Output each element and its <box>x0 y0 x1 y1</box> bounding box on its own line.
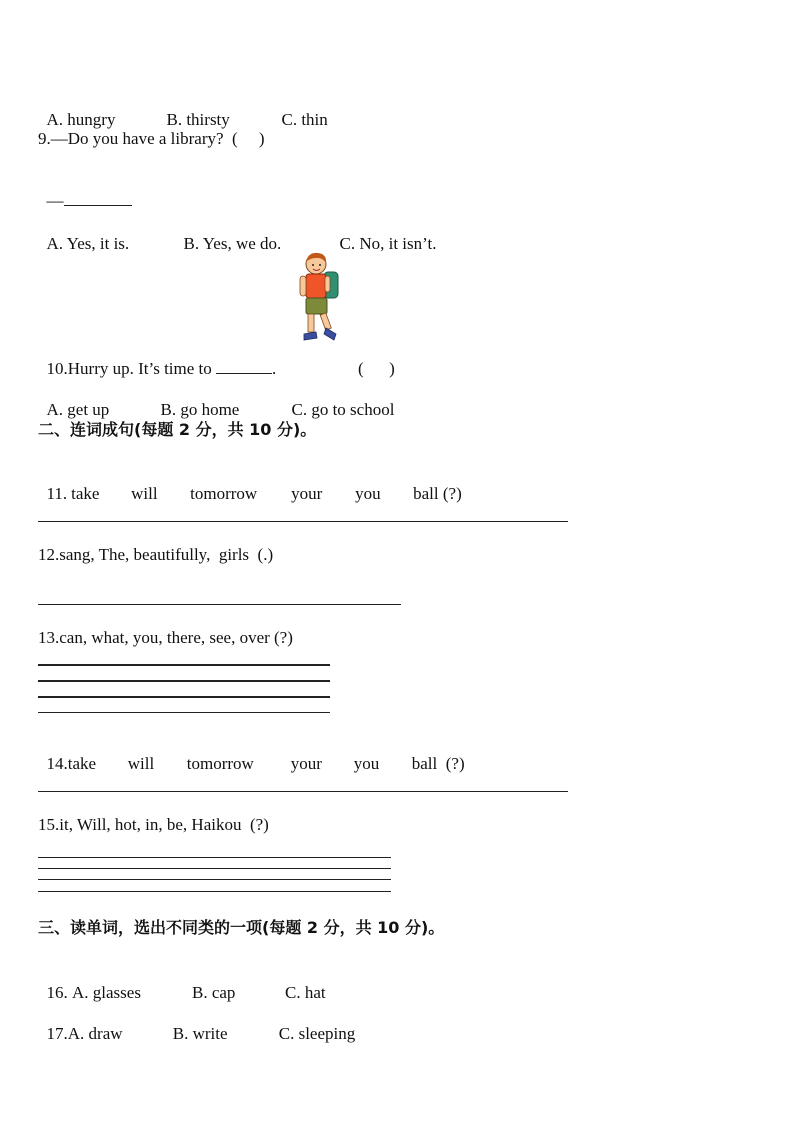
q17-options <box>38 1001 355 1045</box>
q15-answer-line[interactable] <box>38 879 391 880</box>
section-2-title: 二、连词成句(每题 2 分，共 10 分)。 <box>38 420 317 439</box>
q13-answer-line[interactable] <box>38 696 330 698</box>
q17-number: 17. <box>46 1024 68 1043</box>
section-3-title: 三、读单词，选出不同类的一项(每题 2 分，共 10 分)。 <box>38 918 445 937</box>
q12-answer-line[interactable] <box>38 604 401 605</box>
q14-word: will <box>127 754 155 773</box>
q13-answer-line[interactable] <box>38 664 330 666</box>
q8-option-c: C. thin <box>281 110 328 129</box>
q9-option-c: C. No, it isn’t. <box>339 234 437 253</box>
q9-answer-dash: — <box>46 191 64 210</box>
q15-answer-line[interactable] <box>38 868 391 869</box>
q11-word: take <box>71 484 100 503</box>
q10-stem-line <box>38 336 395 380</box>
q10-option-a: A. get up <box>46 400 110 419</box>
q16-option-b: B. cap <box>192 983 236 1002</box>
q9-stem: 9.—Do you have a library? ( ) <box>38 129 265 148</box>
q14-word: ball (?) <box>411 754 465 773</box>
q14-answer-line[interactable] <box>38 791 568 792</box>
q16-option-c: C. hat <box>285 983 326 1002</box>
q11-prompt <box>38 461 462 505</box>
q16-options <box>38 960 326 1004</box>
q14-word: take <box>67 754 97 773</box>
q9-option-a: A. Yes, it is. <box>46 234 130 253</box>
q10-answer-blank[interactable] <box>216 359 272 374</box>
q9-options <box>38 211 436 255</box>
q9-answer-line <box>38 168 132 212</box>
q10-paren: ( ) <box>358 359 395 378</box>
q12-prompt: 12.sang, The, beautifully, girls (.) <box>38 545 274 564</box>
q8-option-a: A. hungry <box>46 110 116 129</box>
q10-option-c: C. go to school <box>291 400 395 419</box>
q10-option-b: B. go home <box>160 400 240 419</box>
q10-options <box>38 377 394 421</box>
q17-option-a: A. draw <box>67 1024 123 1043</box>
q14-word: tomorrow <box>186 754 254 773</box>
q16-option-a: A. glasses <box>72 983 141 1002</box>
q17-option-b: B. write <box>172 1024 228 1043</box>
q9-option-b: B. Yes, we do. <box>183 234 282 253</box>
q8-option-b: B. thirsty <box>166 110 230 129</box>
q11-answer-line[interactable] <box>38 521 568 522</box>
q16-number: 16. <box>46 983 68 1002</box>
boy-with-backpack-icon <box>296 250 344 350</box>
q15-answer-line[interactable] <box>38 891 391 892</box>
q14-word: your <box>290 754 322 773</box>
q11-word: your <box>291 484 323 503</box>
q10-stem: 10.Hurry up. It’s time to <box>46 359 212 378</box>
q13-prompt: 13.can, what, you, there, see, over (?) <box>38 628 293 647</box>
q11-word: will <box>131 484 158 503</box>
q15-prompt: 15.it, Will, hot, in, be, Haikou (?) <box>38 815 269 834</box>
q15-answer-line[interactable] <box>38 857 391 858</box>
q8-options <box>38 87 328 131</box>
q9-answer-blank[interactable] <box>64 191 132 206</box>
q13-answer-line[interactable] <box>38 712 330 713</box>
q13-answer-line[interactable] <box>38 680 330 682</box>
q14-prompt <box>38 731 465 775</box>
q10-period: . <box>272 359 277 378</box>
q11-word: tomorrow <box>190 484 258 503</box>
q14-number: 14. <box>46 754 68 773</box>
q11-word: you <box>355 484 381 503</box>
q14-word: you <box>353 754 380 773</box>
q11-number: 11. <box>46 484 68 503</box>
q17-option-c: C. sleeping <box>278 1024 356 1043</box>
q11-word: ball (?) <box>413 484 462 503</box>
